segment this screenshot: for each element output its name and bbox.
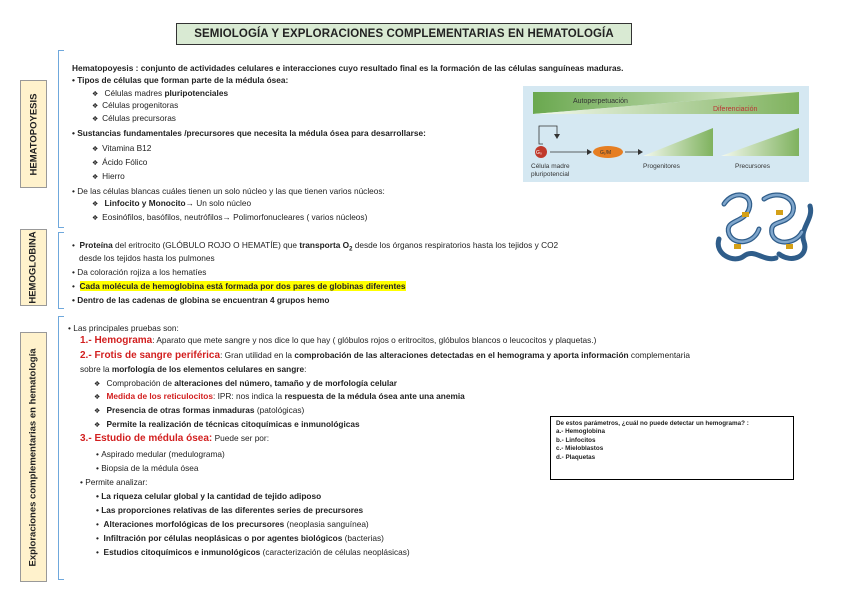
list-item-continuation: desde los tejidos hasta los pulmones [79, 253, 215, 263]
section-brace [58, 232, 64, 309]
loop-arrow [539, 126, 557, 144]
list-item: • Sustancias fundamentales /precursores que necesita la médula ósea para desarrollarse: [72, 128, 426, 138]
hematopoiesis-diagram-svg [523, 86, 809, 182]
list-item: ❖ Hierro [92, 171, 125, 183]
list-item: ❖ Ácido Fólico [92, 157, 147, 169]
side-label-hemoglobina [20, 229, 47, 306]
list-item-highlighted: • Cada molécula de hemoglobina está formada por dos pares de globinas diferentes [72, 281, 406, 291]
side-label-text: HEMATOPOYESIS [28, 93, 39, 175]
g0-label: G₀ [536, 150, 542, 156]
list-item: ❖ Células progenitoras [92, 100, 178, 112]
hemo-group [776, 210, 783, 215]
list-item: • Las proporciones relativas de las diferentes series de precursores [96, 505, 363, 515]
list-item: • Infiltración por células neoplásicas o por agentes biológicos (bacterias) [96, 533, 384, 543]
section-brace [58, 50, 64, 228]
quiz-option-b: b.- Linfocitos [556, 436, 596, 444]
side-label-hematopoyesis [20, 80, 47, 188]
hematopoyesis-definition: Hematopoyesis : conjunto de actividades celulares e interacciones cuyo resultado final es la formación de las células sanguíneas maduras. [72, 63, 624, 73]
hemo-group [734, 244, 741, 249]
side-label-text: Exploraciones complementarias en hematología [28, 347, 40, 567]
arrowhead-icon [587, 149, 592, 155]
list-item: ❖ Células madres pluripotenciales [92, 88, 228, 100]
pluripotencial-label: pluripotencial [531, 171, 570, 178]
celula-madre-label: Célula madre [531, 163, 570, 170]
quiz-question: De estos parámetros, ¿cuál no puede detectar un hemograma? : [556, 420, 749, 427]
arrowhead-icon [638, 149, 643, 155]
list-item: • De las células blancas cuáles tienen un solo núcleo y las que tienen varios núcleos: [72, 186, 385, 196]
hemograma-item: 1.- Hemograma: Aparato que mete sangre y nos dice lo que hay ( glóbulos rojos o eritrocitos, glóbulos blancos o leucocitos y plaquetas.) [80, 335, 597, 346]
list-item: • Proteína del eritrocito (GLÓBULO ROJO O HEMATÍE) que transporta $O_2$ desde los órganos respiratorios hasta los tejidos y CO2 [72, 240, 558, 255]
side-label-exploraciones [20, 332, 47, 582]
list-item: • Tipos de células que forman parte de la médula ósea: [72, 75, 288, 85]
quiz-box [550, 416, 794, 480]
list-item: ❖ Comprobación de alteraciones del número, tamaño y de morfología celular [94, 378, 397, 390]
progenitores-wedge [643, 128, 713, 156]
list-item: • Biopsia de la médula ósea [96, 463, 199, 473]
medula-osea-item: 3.- Estudio de médula ósea: Puede ser por: [80, 433, 269, 444]
page-title: SEMIOLOGÍA Y EXPLORACIONES COMPLEMENTARIAS EN HEMATOLOGÍA [176, 23, 632, 45]
autoperpetuacion-label: Autoperpetuación [573, 98, 628, 105]
precursores-wedge [721, 128, 799, 156]
list-item: • Estudios citoquímicos e inmunológicos (caracterización de células neoplásicas) [96, 547, 410, 557]
list-item: • Las principales pruebas son: [68, 323, 179, 333]
list-item: • Alteraciones morfológicas de los precursores (neoplasia sanguínea) [96, 519, 369, 529]
list-item: ❖ Permite la realización de técnicas citoquímicas e inmunológicas [94, 419, 360, 431]
list-item: ❖ Linfocito y Monocito→ Un solo núcleo [92, 198, 251, 210]
quiz-option-c: c.- Mieloblastos [556, 445, 604, 453]
precursores-label: Precursores [735, 163, 771, 170]
list-item: ❖ Presencia de otras formas inmaduras (patológicas) [94, 405, 304, 417]
list-item: • Permite analizar: [80, 477, 147, 487]
diferenciacion-label: Diferenciación [713, 106, 758, 113]
hemo-group [786, 244, 793, 249]
list-item: • Da coloración rojiza a los hematíes [72, 267, 206, 277]
g1m-label: G₁/M [600, 150, 612, 156]
progenitores-label: Progenitores [643, 163, 680, 170]
hematopoiesis-diagram [523, 86, 809, 182]
list-item: ❖ Eosinófilos, basófilos, neutrófilos→ Polimorfonucleares ( varios núcleos) [92, 212, 367, 224]
list-item: ❖ Medida de los reticulocitos: IPR: nos indica la respuesta de la médula ósea ante una anemia [94, 391, 465, 403]
quiz-option-a: a.- Hemoglobina [556, 428, 605, 436]
list-item: • Aspirado medular (medulograma) [96, 449, 225, 459]
list-item: • La riqueza celular global y la cantidad de tejido adiposo [96, 491, 321, 501]
list-item: ❖ Células precursoras [92, 113, 176, 125]
side-label-text: HEMOGLOBINA [28, 231, 39, 304]
frotis-item-continuation: sobre la morfología de los elementos celulares en sangre: [80, 364, 307, 374]
list-item: ❖ Vitamina B12 [92, 143, 151, 155]
frotis-item: 2.- Frotis de sangre periférica: Gran utilidad en la comprobación de las alteraciones detectadas en el hemograma y aporta información complementaria [80, 350, 690, 361]
section-brace [58, 316, 64, 580]
list-item: • Dentro de las cadenas de globina se encuentran 4 grupos hemo [72, 295, 329, 305]
hemoglobin-molecule-image [704, 184, 822, 270]
hemo-group [742, 212, 749, 217]
arrowhead-icon [554, 134, 560, 139]
quiz-option-d: d.- Plaquetas [556, 453, 596, 461]
